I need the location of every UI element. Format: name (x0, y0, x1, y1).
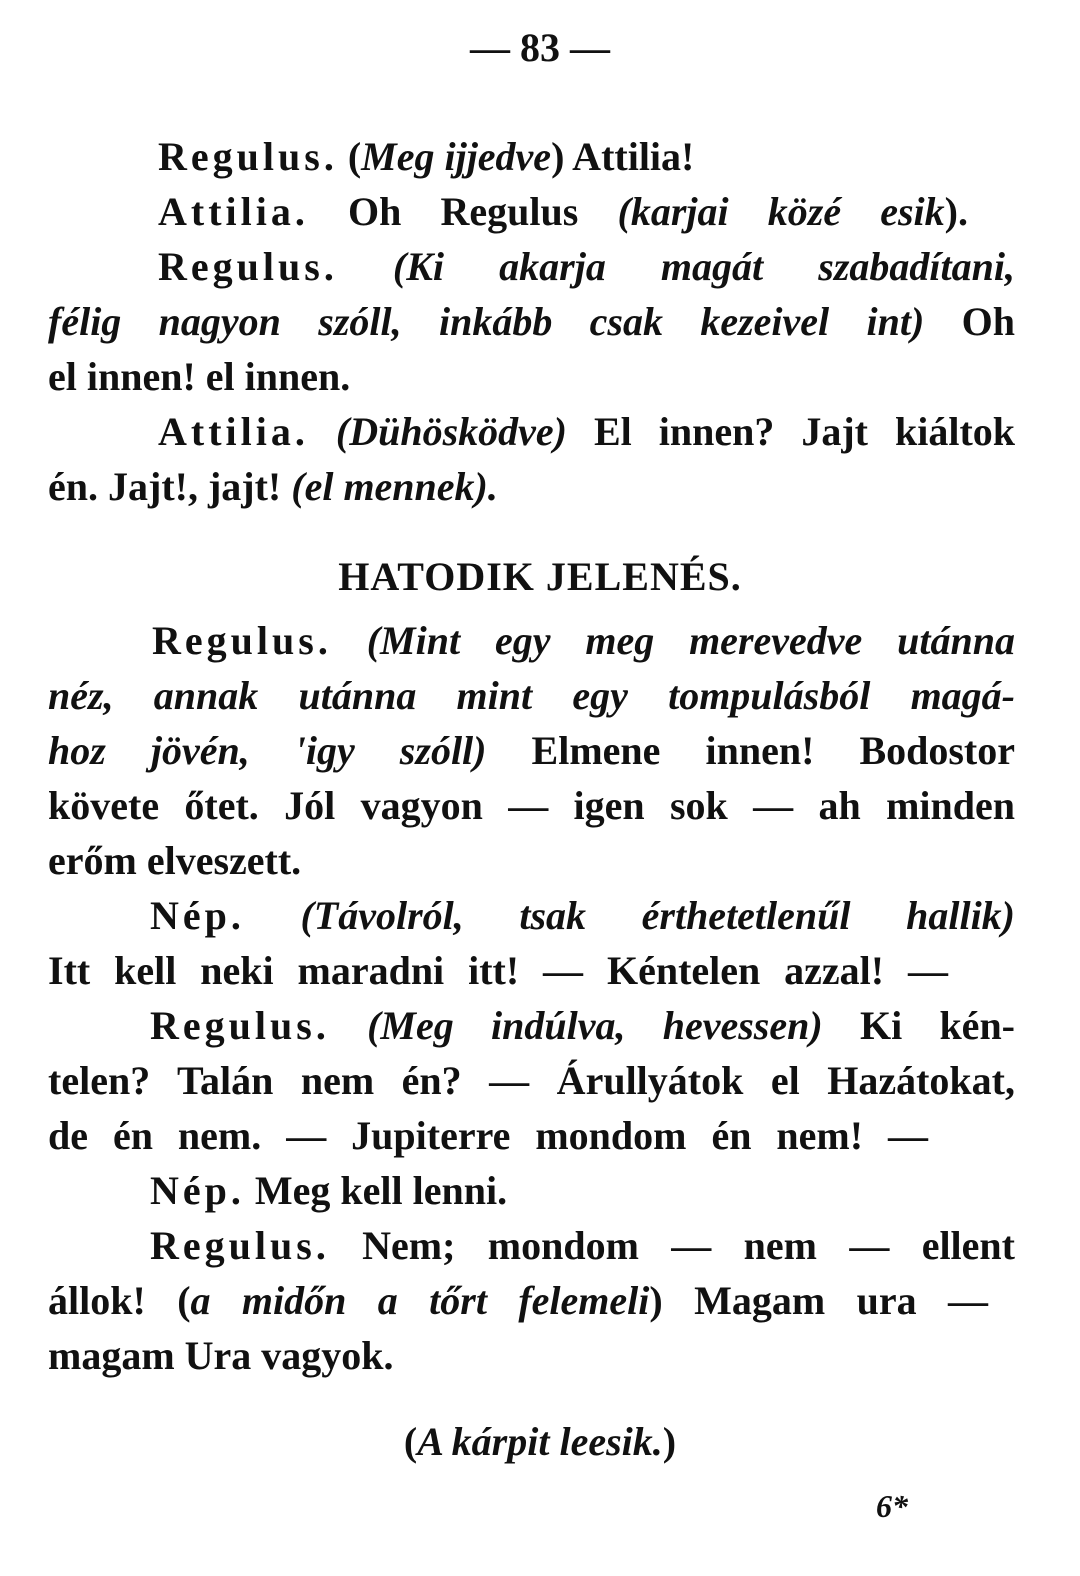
italic-stage-direction: Meg ijjedve (361, 134, 552, 179)
text-run: ). (944, 189, 968, 234)
italic-stage-direction: (Távolról, tsak érthetetlenűl hallik) (300, 893, 1016, 938)
speaker-name: Attilia. (158, 409, 309, 454)
signature-mark: 6* (876, 1488, 908, 1524)
closing-stage-direction (0, 1416, 1080, 1468)
text-line (48, 1110, 928, 1162)
speaker-name: Attilia. (158, 189, 309, 234)
italic-stage-direction: félig nagyon szóll, inkább csak kezeivel int) (48, 299, 925, 344)
text-run: ( (403, 1419, 418, 1464)
speaker-name: Nép. (150, 1168, 245, 1213)
text-line (48, 780, 1015, 832)
text-run: Oh (924, 299, 1016, 344)
text-run: telen? Talán nem én? — Árullyátok el Hazátokat, (48, 1058, 1015, 1103)
text-line (48, 725, 1015, 777)
text-line (48, 1330, 548, 1382)
italic-stage-direction: hoz jövén, 'igy szóll) (48, 728, 487, 773)
text-line (48, 670, 1015, 722)
text-run: magam Ura vagyok. (48, 1333, 394, 1378)
text-line (48, 945, 948, 997)
italic-stage-direction: a midőn a tőrt felemeli (190, 1278, 650, 1323)
italic-stage-direction: (Meg indúlva, hevessen) (367, 1003, 823, 1048)
page-number: — 83 — (470, 25, 610, 70)
text-run (309, 409, 336, 454)
text-run: Meg kell lenni. (244, 1168, 508, 1213)
speaker-name: Regulus. (158, 134, 338, 179)
text-run (245, 893, 301, 938)
text-run: én. Jajt!, jajt! (48, 464, 292, 509)
speaker-name: Regulus. (150, 1223, 330, 1268)
text-line (48, 461, 748, 513)
italic-stage-direction: (Ki akarja magát szabadítani, (392, 244, 1015, 289)
text-run (330, 1003, 367, 1048)
text-line (48, 1275, 988, 1327)
text-run: ) Magam ura — (649, 1278, 988, 1323)
text-run: ( (337, 134, 362, 179)
text-run: el innen! el innen. (48, 354, 351, 399)
text-run: Oh Regulus (308, 189, 618, 234)
speaker-name: Regulus. (152, 618, 332, 663)
text-line (150, 1000, 1015, 1052)
text-run: de én nem. — Jupiterre mondom én nem! — (48, 1113, 928, 1158)
text-line (150, 1220, 1015, 1272)
text-run (338, 244, 393, 289)
text-line (158, 131, 798, 183)
text-line (48, 835, 548, 887)
text-line (158, 241, 1015, 293)
text-line (150, 1165, 650, 1217)
text-run: Nem; mondom — nem — ellent (329, 1223, 1015, 1268)
text-run: állok! ( (48, 1278, 191, 1323)
text-run: erőm elveszett. (48, 838, 302, 883)
italic-stage-direction: (el mennek). (291, 464, 498, 509)
text-run: Ki kén- (822, 1003, 1016, 1048)
italic-stage-direction: (karjai közé esik (617, 189, 945, 234)
text-run (332, 618, 367, 663)
text-run: ) (662, 1419, 677, 1464)
text-run: Itt kell neki maradni itt! — Kéntelen azzal! — (48, 948, 948, 993)
text-run: El innen? Jajt kiáltok (566, 409, 1016, 454)
italic-stage-direction: (Dühösködve) (335, 409, 567, 454)
italic-stage-direction: (Mint egy meg merevedve utánna (366, 618, 1016, 663)
speaker-name: Regulus. (150, 1003, 330, 1048)
text-run: követe őtet. Jól vagyon — igen sok — ah minden (48, 783, 1015, 828)
speaker-name: Regulus. (158, 244, 338, 289)
speaker-name: Nép. (150, 893, 245, 938)
text-line (48, 1055, 1015, 1107)
text-line (48, 351, 548, 403)
text-line (158, 186, 968, 238)
scene-heading: HATODIK JELENÉS. (338, 554, 742, 599)
text-run: ) Attilia! (551, 134, 695, 179)
text-run: Elmene innen! Bodostor (486, 728, 1016, 773)
text-line (150, 890, 1015, 942)
italic-stage-direction: néz, annak utánna mint egy tompulásból magá- (48, 673, 1015, 718)
text-line (48, 296, 1015, 348)
text-line (158, 406, 1015, 458)
text-line (152, 615, 1015, 667)
italic-stage-direction: A kárpit leesik. (417, 1419, 663, 1464)
